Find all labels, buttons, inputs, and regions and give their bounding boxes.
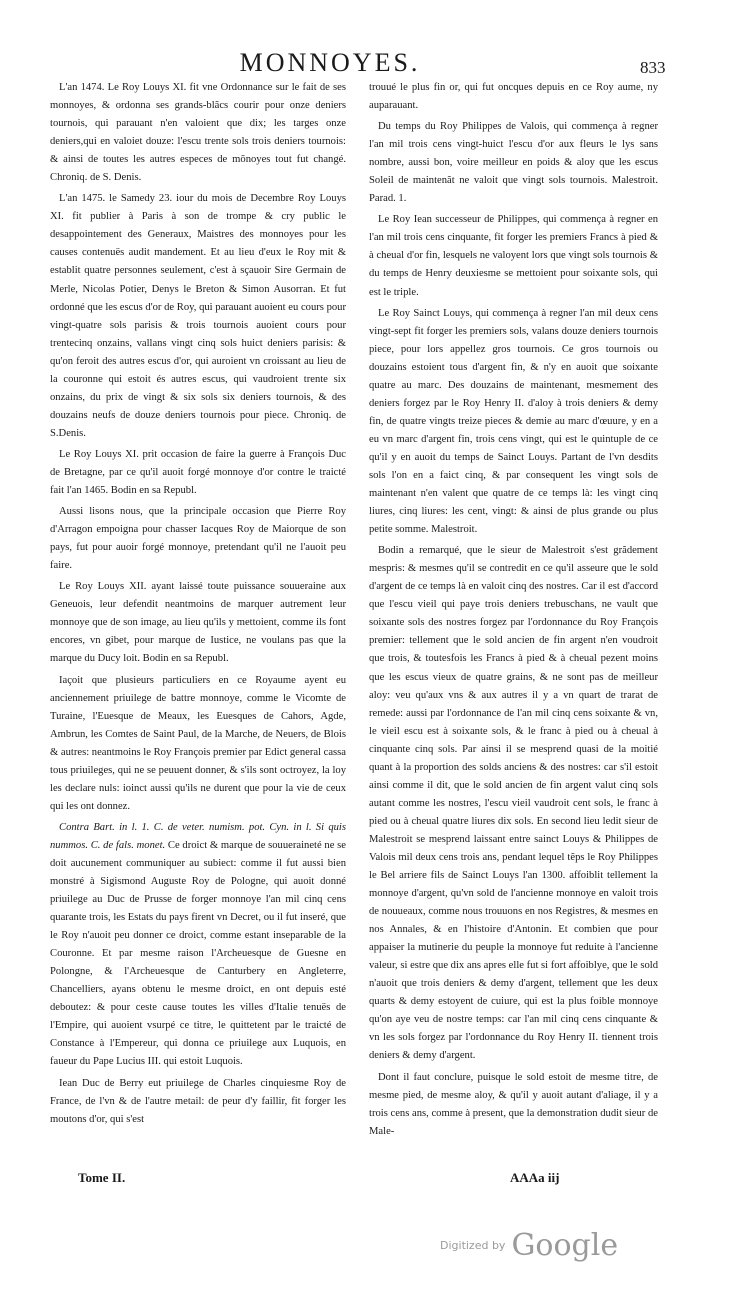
left-column [50,79,346,1169]
paragraph [369,1069,658,1141]
paragraph-text: Ce droict & marque de souueraineté ne se doit aucunement communiquer au subiect: comme il fut aussi bien monstré à Sigismond Auguste Roy de Pologne, qui auoit donné priuilege au Duc de Prusse de forger monnoye l'an mil cinq cens quarante trois, les Estats du pays firent vn Decret, ou il fut inseré, que le Roy n'auoit peu donner ce droict, comme estant inseparable de la Couronne. Et par mesme raison l'Archeuesque de Guesne en Polongne, & l'Archeuesque de Canturbery en Angleterre, Chancelliers, ayans obtenu le mesme droict, en ont depuis esté deboutez: & pour ceste cause toutes les villes d'Italie tenuës de l'Empire, qui auoient vsurpé ce titre, le quittetent par le traicté de Constance à l'Empereur, qui donna ce priuilege aux Luquois, en faueur du Pape Lucius III. qui estoit Luquois. [50,839,346,1068]
paragraph [369,211,658,301]
paragraph-text: Le Roy Louys XII. ayant laissé toute puissance souueraine aux Geneuois, leur defendit neantmoins de marquer autrement leur monnoye que de son image, au lieu qu'ils y mettoient, comme ils font encores, vn gibet, pour marque de Iustice, ne voulans pas que la marque du Ducy loit. Bodin en sa Republ. [50,581,346,665]
paragraph [50,190,346,443]
paragraph-text: Le Roy Sainct Louys, qui commença à regner l'an mil deux cens vingt-sept fit forger les premiers sols, valans douze deniers tournois piece, pour lors appellez gros tournois. Ce gros tournois ou douzains estoient tous d'argent fin, & n'y en auoit que soixante quatre au marc. Des douzains de maintenant, mesmement des deniers forgez par le Roy Henry II. d'aloy à trois deniers & demy fin, de quatre vingts treize pieces & demie au marc d'œuure, y en a eu vn marc d'argent fin, trois cens vingt, qui est le quintuple de ce qu'il y en auoit du temps de Sainct Louys. Partant de l'vn desdits sols l'on en a faict cinq, & par consequent les vingt sols de maintenant n'en valent que quatre de ce temps là: les vingt cinq liures, cinq liures: les cent, vingt: & ainsi de plus grande ou plus petite somme. Malestroit. [369,307,658,536]
volume-signature: Tome II. [78,1170,126,1185]
paragraph [50,1075,346,1129]
paragraph-text: L'an 1474. Le Roy Louys XI. fit vne Ordonnance sur le fait de ses monnoyes, & ordonna ses grands-blãcs courir pour onze deniers tournois, qui parauant n'en valoient que dix; les targes onze deniers,qui en valoiet douze: l'escu trente sols trois deniers tournois: & ainsi de toutes les autres especes de mõnoyes tout fut changé. Chroniq. de S. Denis. [50,82,346,184]
watermark-prefix: Digitized by [440,1239,506,1252]
digitized-by-google-watermark [440,1228,618,1263]
paragraph [50,578,346,668]
paragraph [369,79,658,115]
paragraph [369,118,658,208]
paragraph [50,79,346,187]
paragraph-text: Le Roy Louys XI. prit occasion de faire la guerre à François Duc de Bretagne, par ce qu'il auoit forgé monnoye d'or contre le traicté fait l'an 1465. Bodin en sa Republ. [50,448,346,497]
paragraph-text: Bodin a remarqué, que le sieur de Malestroit s'est grãdement mespris: & mesmes qu'il se contredit en ce qu'il asseure que le sold d'argent de ce temps là en valoit cinq des nostres. Car il est d'accord que l'escu vieil qui paye trois deniers trebuschans, ne vault que soixante sols des nostres forgez par l'ordonnance du Roy François premier: tellement que le sold ancien de fin argent n'en voudroit que trois, & toutesfois les Francs à pied & à cheual pezent moins que les escus vieux de quatre grains, & ne sont pas de meilleur aloy: veu qu'aux vns & aux autres il y a vn quart de trarat de remede: aussi par l'ordonnance de l'an mil cinq cens soixante & vn, le vieil escu est à soixante sols, & le franc à pied ou à cheual à cinquante cinq sols. Par ainsi il se mesprend quasi de la moitié quant à la proportion des solds anciens & des nostres: car s'il estoit ainsi comme il dit, que le sold ancien de fin argent valut cinq sols autant comme les nostres, l'escu vieil vaudroit cent sols, le franc à pied ou à cheual quatre liures dix sols. En second lieu ledit sieur de Malestroit se mesprend laissant entre sainct Louys & Philippes de Valois mil deux cens trois ans, pendant lequel tẽps le Roy Philippes le Bel arriere fils de Sainct Louys l'an 1300. affoiblit tellement la monnoye d'argent, qu'vn sold de l'ancienne monnoye en valoit trois de nouueaux, comme nous trouuons en nos Registres, & mesmes en nos Annales, & en l'histoire d'Antonin. Et combien que pour appaiser la mutinerie du peuple la monnoye fut reduite à l'ancienne valeur, si estre que dix ans apres elle fut si fort affoiblye, que le sold n'auoit que trois deniers & demy d'argent, tellement que les deux quarts & demy estoyent de cuiure, qui est la plus foible monnoye qu'on aye veu de nostre temps: car l'an mil cinq cens cinquante & vn les sols forgez par l'ordonnance du Roy Henry II. tiennent trois deniers & demy d'argent. [369,545,658,1062]
gathering-signature: AAAa iij [510,1170,560,1185]
right-column [369,79,658,1169]
paragraph [369,542,658,1065]
paragraph [50,819,346,1072]
paragraph-text: Dont il faut conclure, puisque le sold estoit de mesme titre, de mesme pied, de mesme aloy, & qu'il y auoit autant d'aliage, il y a trois cens ans, comme à present, que la demonstration dudit sieur de Male- [369,1071,658,1137]
running-head [0,48,749,78]
paragraph [50,672,346,816]
paragraph-text: trouué le plus fin or, qui fut oncques depuis en ce Roy aume, ny auparauant. [369,82,658,112]
paragraph-text: Le Roy Iean successeur de Philippes, qui commença à regner en l'an mil trois cens cinquante, fit forger les premiers Francs à pied & à cheual d'or fin, lesquels ne valoyent lors que vingt sols tournois & du temps de Henry deuxiesme se mettoient pour soixante sols, qui est le triple. [369,214,658,298]
paragraph-text: Iaçoit que plusieurs particuliers en ce Royaume ayent eu anciennement priuilege de battre monnoye, comme le Vicomte de Turaine, l'Euesque de Meaux, les Euesques de Cahors, Agde, Ambrun, les Comtes de Saint Paul, de la Marche, de Neuers, de Blois & autres: neantmoins le Roy François premier par Edict general cassa tous priuileges, qui ne se peuuent donner, & s'ils sont octroyez, la loy les declare nuls: ioinct aussi qu'ils ne durent que pour la vie de ceux qui les ont donnez. [50,674,346,812]
paragraph-text: Aussi lisons nous, que la principale occasion que Pierre Roy d'Arragon empoigna pour chasser Iacques Roy de Maiorque de son pays, fut pour auoir forgé monnoye, pretendant qu'il ne l'auoit peu faire. [50,506,346,572]
paragraph [50,446,346,500]
paragraph [369,305,658,540]
page-title: MONNOYES. [239,48,421,77]
paragraph-text: Iean Duc de Berry eut priuilege de Charles cinquiesme Roy de France, de l'vn & de l'autre metail: de peur d'y faillir, fit forger les moutons d'or, qui s'est [50,1077,346,1125]
paragraph-text: L'an 1475. le Samedy 23. iour du mois de Decembre Roy Louys XI. fit publier à Paris à son de trompe & cry public le desappointement des Generaux, Maistres des monnoyes pour les causes contenuës audit mandement. Et au lieu d'eux le Roy mit & establit quatre personnes seulement, c'est à sçauoir Sire Germain de Merle, Nicolas Potier, Denys le Breton & Simon Ausorran. Et fut ordonné que les escus d'or de Roy, qui parauant auoient eu cours pour vingt-quatre sols parisis & trois tournois auoient cours pour trentecinq onzains, vallans vingt cinq sols huict deniers parisis: & qu'on feroit des autres escus d'or, qui auroient vn croissant au lieu de la couronne qui estoit és autres escus, qui vaudroient trente six onzains, du prix de vingt & six sols six deniers tournois, & des douzains neufs de douze deniers tournois pour piece. Chroniq. de S.Denis. [50,193,346,439]
paragraph-text: Du temps du Roy Philippes de Valois, qui commença à regner l'an mil trois cens vingt-huict l'escu d'or aux fleurs le lys sans nombre, aussi bon, voire meilleur en poids & aloy que les escus Soleil de maintenãt ne valoit que vingt sols tournois. Malestroit. Parad. 1. [369,121,658,205]
marginal-citation: Contra Bart. in l. 1. C. de veter. numism. pot. Cyn. in l. Si quis nummos. C. de fals. monet. [50,821,346,851]
page-number: 833 [640,58,666,77]
google-logo: Google [511,1228,619,1263]
paragraph [50,503,346,575]
